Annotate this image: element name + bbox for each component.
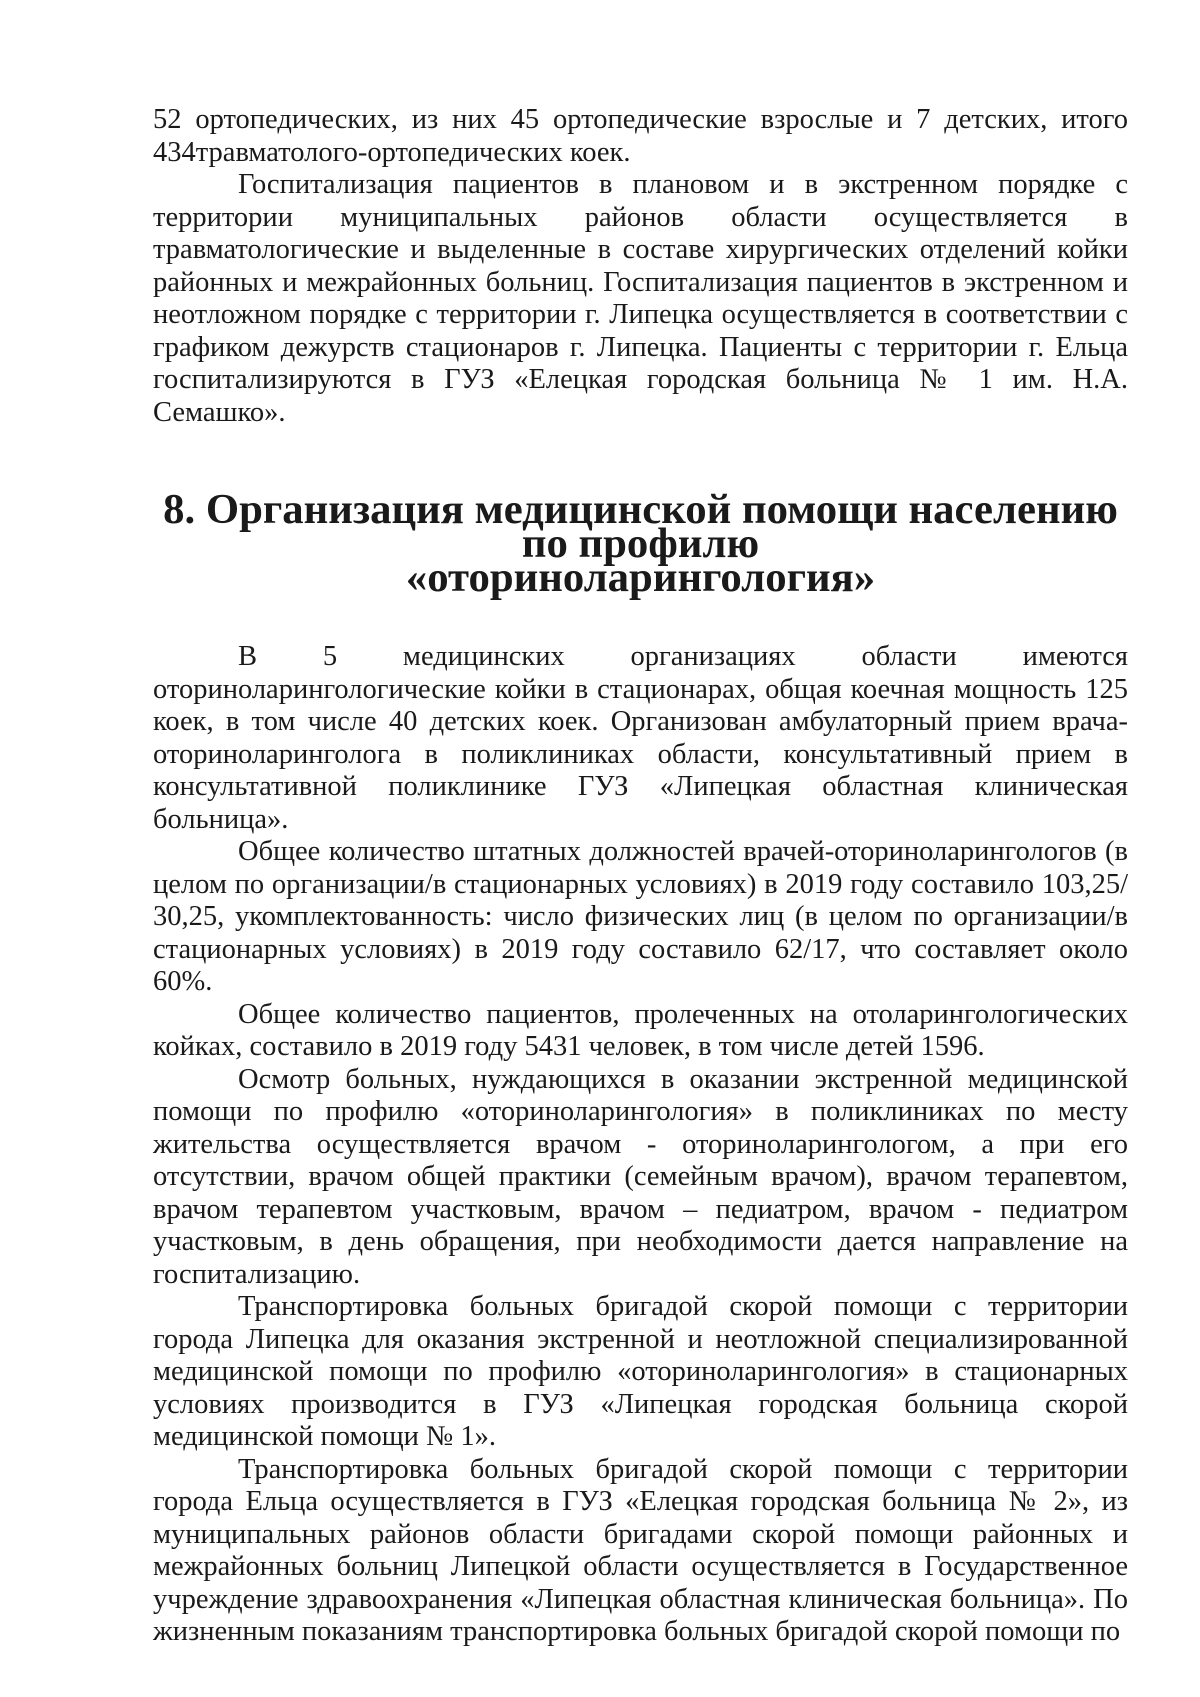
document-body xyxy=(153,104,1128,1649)
paragraph-continuation: 52 ортопедических, из них 45 ортопедические взрослые и 7 детских, итого 434травматолого-ортопедических коек. xyxy=(153,104,1128,168)
section-heading-line-2: «оториноларингология» xyxy=(405,554,876,601)
paragraph-transport-lipetsk: Транспортировка больных бригадой скорой помощи с территории города Липецка для оказания экстренной и неотложной специализированной медицинской помощи по профилю «оториноларингология» в стационарных условиях производится в ГУЗ «Липецкая городская больница скорой медицинской помощи № 1». xyxy=(153,1291,1128,1452)
paragraph-hospitalization: Госпитализация пациентов в плановом и в экстренном порядке с территории муниципальных районов области осуществляется в травматологические и выделенные в составе хирургических отделений койки районных и межрайонных больниц. Госпитализация пациентов в экстренном и неотложном порядке с территории г. Липецка осуществляется в соответствии с графиком дежурств стационаров г. Липецка. Пациенты с территории г. Ельца госпитализируются в ГУЗ «Елецкая городская больница № 1 им. Н.А. Семашко». xyxy=(153,169,1128,428)
paragraph-patients: Общее количество пациентов, пролеченных на отоларингологических койках, составило в 2019 году 5431 человек, в том числе детей 1596. xyxy=(153,998,1128,1062)
paragraph-transport-yelets: Транспортировка больных бригадой скорой помощи с территории города Ельца осуществляется в ГУЗ «Елецкая городская больница № 2», из муниципальных районов области бригадами скорой помощи районных и межрайонных больниц Липецкой области осуществляется в Государственное учреждение здравоохранения «Липецкая областная клиническая больница». По жизненным показаниям транспортировка больных бригадой скорой помощи по xyxy=(153,1453,1128,1647)
section-heading xyxy=(153,486,1128,601)
paragraph-staff: Общее количество штатных должностей врачей-оториноларингологов (в целом по организации/в стационарных условиях) в 2019 году составило 103,25/ 30,25, укомплектованность: число физических лиц (в целом по организации/в стационарных условиях) в 2019 году составило 62/17, что составляет около 60%. xyxy=(153,836,1128,997)
paragraph-examination: Осмотр больных, нуждающихся в оказании экстренной медицинской помощи по профилю «оториноларингология» в поликлиниках по месту жительства осуществляется врачом - оториноларингологом, а при его отсутствии, врачом общей практики (семейным врачом), врачом терапевтом, врачом терапевтом участковым, врачом – педиатром, врачом - педиатром участковым, в день обращения, при необходимости дается направление на госпитализацию. xyxy=(153,1063,1128,1290)
section-heading-line-1: 8. Организация медицинской помощи населению по профилю xyxy=(163,486,1118,567)
paragraph-organizations: В 5 медицинских организациях области имеются оториноларингологические койки в стационарах, общая коечная мощность 125 коек, в том числе 40 детских коек. Организован амбулаторный прием врача-оториноларинголога в поликлиниках области, консультативный прием в консультативной поликлинике ГУЗ «Липецкая областная клиническая больница». xyxy=(153,641,1128,835)
